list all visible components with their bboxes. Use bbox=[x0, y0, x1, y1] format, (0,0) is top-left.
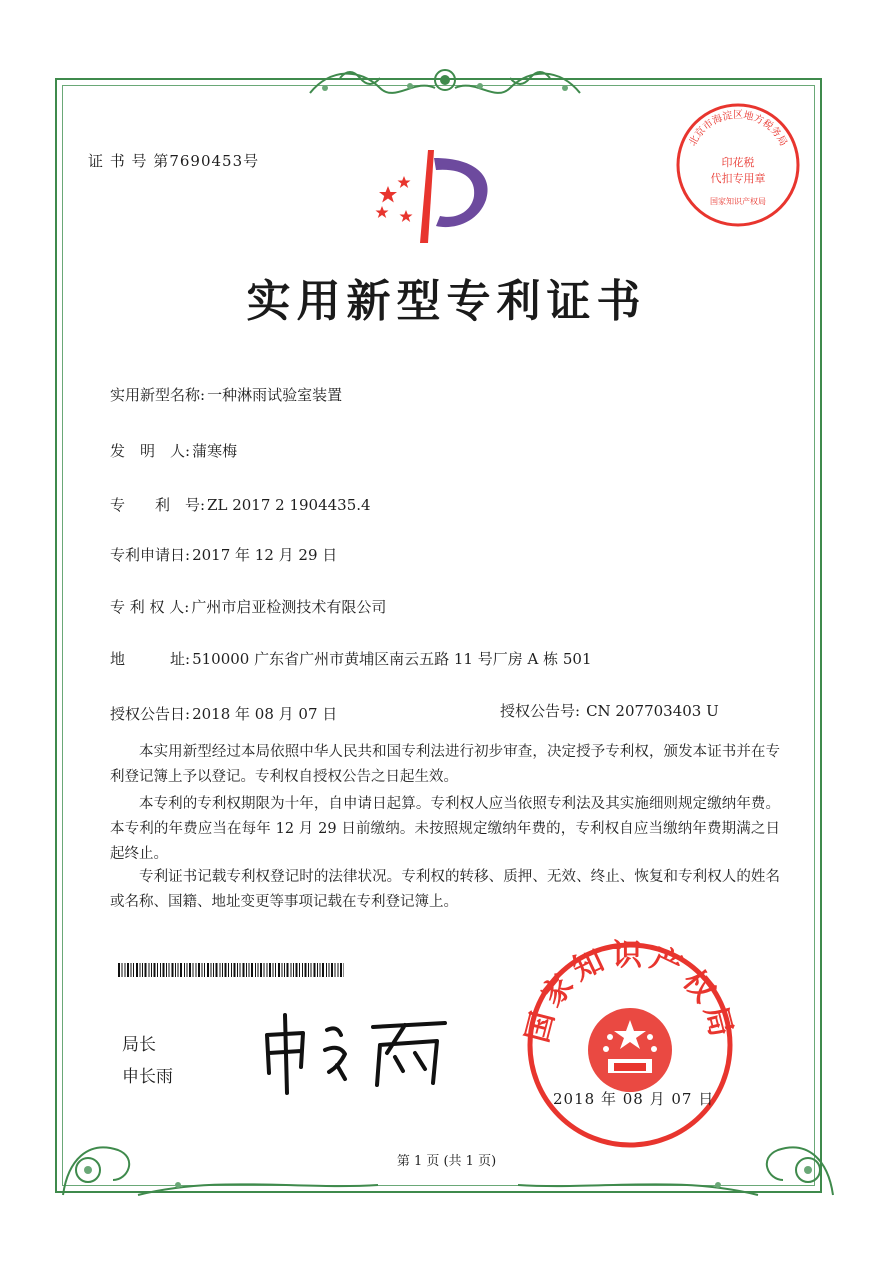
barcode-bar bbox=[157, 963, 158, 977]
barcode-bar bbox=[187, 963, 188, 977]
barcode-bar bbox=[154, 963, 156, 977]
barcode-bar bbox=[335, 963, 336, 977]
barcode-bar bbox=[258, 963, 259, 977]
barcode-bar bbox=[184, 963, 185, 977]
field-utility-model-name bbox=[110, 384, 342, 405]
field-patent-number bbox=[110, 494, 371, 515]
barcode-bar bbox=[326, 963, 327, 977]
field-value: 广州市启亚检测技术有限公司 bbox=[191, 598, 387, 616]
signatory-title: 局长 bbox=[122, 1035, 156, 1055]
barcode-bar bbox=[166, 963, 167, 977]
tax-seal-arc-text: 北京市海淀区地方税务局 bbox=[687, 110, 789, 149]
barcode-bar bbox=[204, 963, 205, 977]
barcode-bar bbox=[302, 963, 303, 977]
field-announcement-number bbox=[500, 700, 719, 721]
handwritten-signature bbox=[255, 1005, 455, 1095]
barcode-bar bbox=[237, 963, 238, 977]
barcode-bar bbox=[308, 963, 309, 977]
field-label: 发 明 人: bbox=[110, 442, 191, 460]
field-value: CN 207703403 U bbox=[586, 702, 719, 720]
barcode-bar bbox=[329, 963, 330, 977]
field-value: 2018 年 08 月 07 日 bbox=[192, 705, 338, 723]
issue-date: 2018 年 08 月 07 日 bbox=[553, 1090, 715, 1108]
barcode-bar bbox=[296, 963, 298, 977]
barcode-bar bbox=[145, 963, 147, 977]
signatory-name: 申长雨 bbox=[122, 1067, 173, 1087]
barcode-bar bbox=[291, 963, 292, 977]
barcode-bar bbox=[255, 963, 256, 977]
field-inventor bbox=[110, 440, 237, 461]
field-value: ZL 2017 2 1904435.4 bbox=[207, 496, 371, 514]
barcode-bar bbox=[225, 963, 227, 977]
barcode-bar bbox=[267, 963, 268, 977]
barcode-bar bbox=[193, 963, 194, 977]
barcode-bar bbox=[299, 963, 300, 977]
barcode-bar bbox=[220, 963, 221, 977]
field-label: 授权公告号: bbox=[500, 702, 581, 720]
certificate-number-label: 证 书 号 第 bbox=[88, 152, 170, 170]
seal-arc-text: 国家知识产权局 bbox=[520, 938, 740, 1046]
national-emblem-icon bbox=[588, 1008, 672, 1092]
barcode-bar bbox=[189, 963, 191, 977]
barcode-bar bbox=[284, 963, 285, 977]
barcode-bar bbox=[293, 963, 294, 977]
barcode-bar bbox=[278, 963, 280, 977]
barcode-bar bbox=[269, 963, 271, 977]
barcode-bar bbox=[122, 963, 123, 977]
field-label: 授权公告日: bbox=[110, 705, 191, 723]
barcode-bar bbox=[127, 963, 129, 977]
barcode-bar bbox=[264, 963, 265, 977]
barcode-bar bbox=[198, 963, 200, 977]
body-paragraph: 本实用新型经过本局依照中华人民共和国专利法进行初步审查，决定授予专利权，颁发本证书并在专利登记簿上予以登记。专利权自授权公告之日起生效。 bbox=[110, 744, 780, 785]
barcode-bar bbox=[275, 963, 276, 977]
barcode-bar bbox=[140, 963, 141, 977]
barcode-bar bbox=[344, 963, 345, 977]
barcode-bar bbox=[175, 963, 176, 977]
body-paragraph: 本专利的专利权期限为十年，自申请日起算。专利权人应当依照专利法及其实施细则规定缴纳年费。本专利的年费应当在每年 12 月 29 日前缴纳。未按照规定缴纳年费的，专利权自应当缴纳年费期满之日起终止。 bbox=[110, 796, 780, 862]
barcode-bar bbox=[178, 963, 179, 977]
barcode-bar bbox=[273, 963, 274, 977]
barcode-bar bbox=[305, 963, 307, 977]
svg-text:北京市海淀区地方税务局 bbox=[687, 108, 790, 148]
barcode-bar bbox=[311, 963, 312, 977]
field-label: 专 利 权 人: bbox=[110, 598, 190, 616]
barcode-bar bbox=[151, 963, 152, 977]
barcode-bar bbox=[216, 963, 218, 977]
barcode-bar bbox=[317, 963, 318, 977]
certificate-number bbox=[88, 150, 259, 171]
barcode-bar bbox=[338, 963, 339, 977]
tax-seal-line-1: 印花税 bbox=[721, 156, 755, 169]
field-label: 地 址: bbox=[110, 650, 191, 668]
barcode-bar bbox=[136, 963, 138, 977]
barcode-bar bbox=[213, 963, 214, 977]
field-patentee bbox=[110, 596, 386, 617]
page-number: 第 1 页 (共 1 页) bbox=[396, 1154, 497, 1169]
field-label: 实用新型名称: bbox=[110, 386, 206, 404]
top-ornament bbox=[300, 58, 590, 103]
barcode-bar bbox=[160, 963, 161, 977]
barcode-bar bbox=[320, 963, 321, 977]
barcode-bar bbox=[228, 963, 229, 977]
barcode-bar bbox=[196, 963, 197, 977]
barcode-bar bbox=[231, 963, 232, 977]
national-ip-seal bbox=[520, 935, 740, 1155]
body-paragraph: 专利证书记载专利权登记时的法律状况。专利权的转移、质押、无效、终止、恢复和专利权人的姓名或名称、国籍、地址变更等事项记载在专利登记簿上。 bbox=[110, 869, 780, 910]
barcode bbox=[118, 963, 344, 977]
barcode-bar bbox=[169, 963, 170, 977]
tax-seal-line-2: 代扣专用章 bbox=[710, 172, 766, 185]
barcode-bar bbox=[118, 963, 120, 977]
field-value: 510000 广东省广州市黄埔区南云五路 11 号厂房 A 栋 501 bbox=[192, 650, 592, 668]
barcode-bar bbox=[240, 963, 241, 977]
field-value: 2017 年 12 月 29 日 bbox=[192, 546, 338, 564]
field-application-date bbox=[110, 544, 337, 565]
certificate-number-value: 7690453 bbox=[169, 152, 244, 170]
barcode-bar bbox=[222, 963, 223, 977]
barcode-bar bbox=[211, 963, 212, 977]
barcode-bar bbox=[172, 963, 174, 977]
barcode-bar bbox=[142, 963, 143, 977]
barcode-bar bbox=[251, 963, 253, 977]
barcode-bar bbox=[340, 963, 342, 977]
tax-seal-bottom-text: 国家知识产权局 bbox=[710, 197, 766, 206]
barcode-bar bbox=[133, 963, 134, 977]
barcode-bar bbox=[249, 963, 250, 977]
certificate-number-suffix: 号 bbox=[243, 152, 260, 170]
certificate-title: 实用新型专利证书 bbox=[246, 276, 647, 327]
field-label: 专利申请日: bbox=[110, 546, 191, 564]
field-grant-date bbox=[110, 703, 337, 724]
field-value: 蒲寒梅 bbox=[192, 442, 238, 460]
barcode-bar bbox=[234, 963, 236, 977]
barcode-bar bbox=[207, 963, 209, 977]
barcode-bar bbox=[282, 963, 283, 977]
barcode-bar bbox=[243, 963, 245, 977]
field-address bbox=[110, 648, 591, 669]
barcode-bar bbox=[125, 963, 126, 977]
barcode-bar bbox=[202, 963, 203, 977]
field-label: 专 利 号: bbox=[110, 496, 206, 514]
barcode-bar bbox=[322, 963, 324, 977]
barcode-bar bbox=[331, 963, 333, 977]
barcode-bar bbox=[287, 963, 289, 977]
tax-seal bbox=[673, 100, 803, 230]
patent-office-logo bbox=[368, 148, 508, 248]
barcode-bar bbox=[246, 963, 247, 977]
barcode-bar bbox=[163, 963, 165, 977]
barcode-bar bbox=[260, 963, 262, 977]
barcode-bar bbox=[149, 963, 150, 977]
barcode-bar bbox=[131, 963, 132, 977]
barcode-bar bbox=[314, 963, 316, 977]
field-value: 一种淋雨试验室装置 bbox=[207, 386, 343, 404]
barcode-bar bbox=[180, 963, 182, 977]
